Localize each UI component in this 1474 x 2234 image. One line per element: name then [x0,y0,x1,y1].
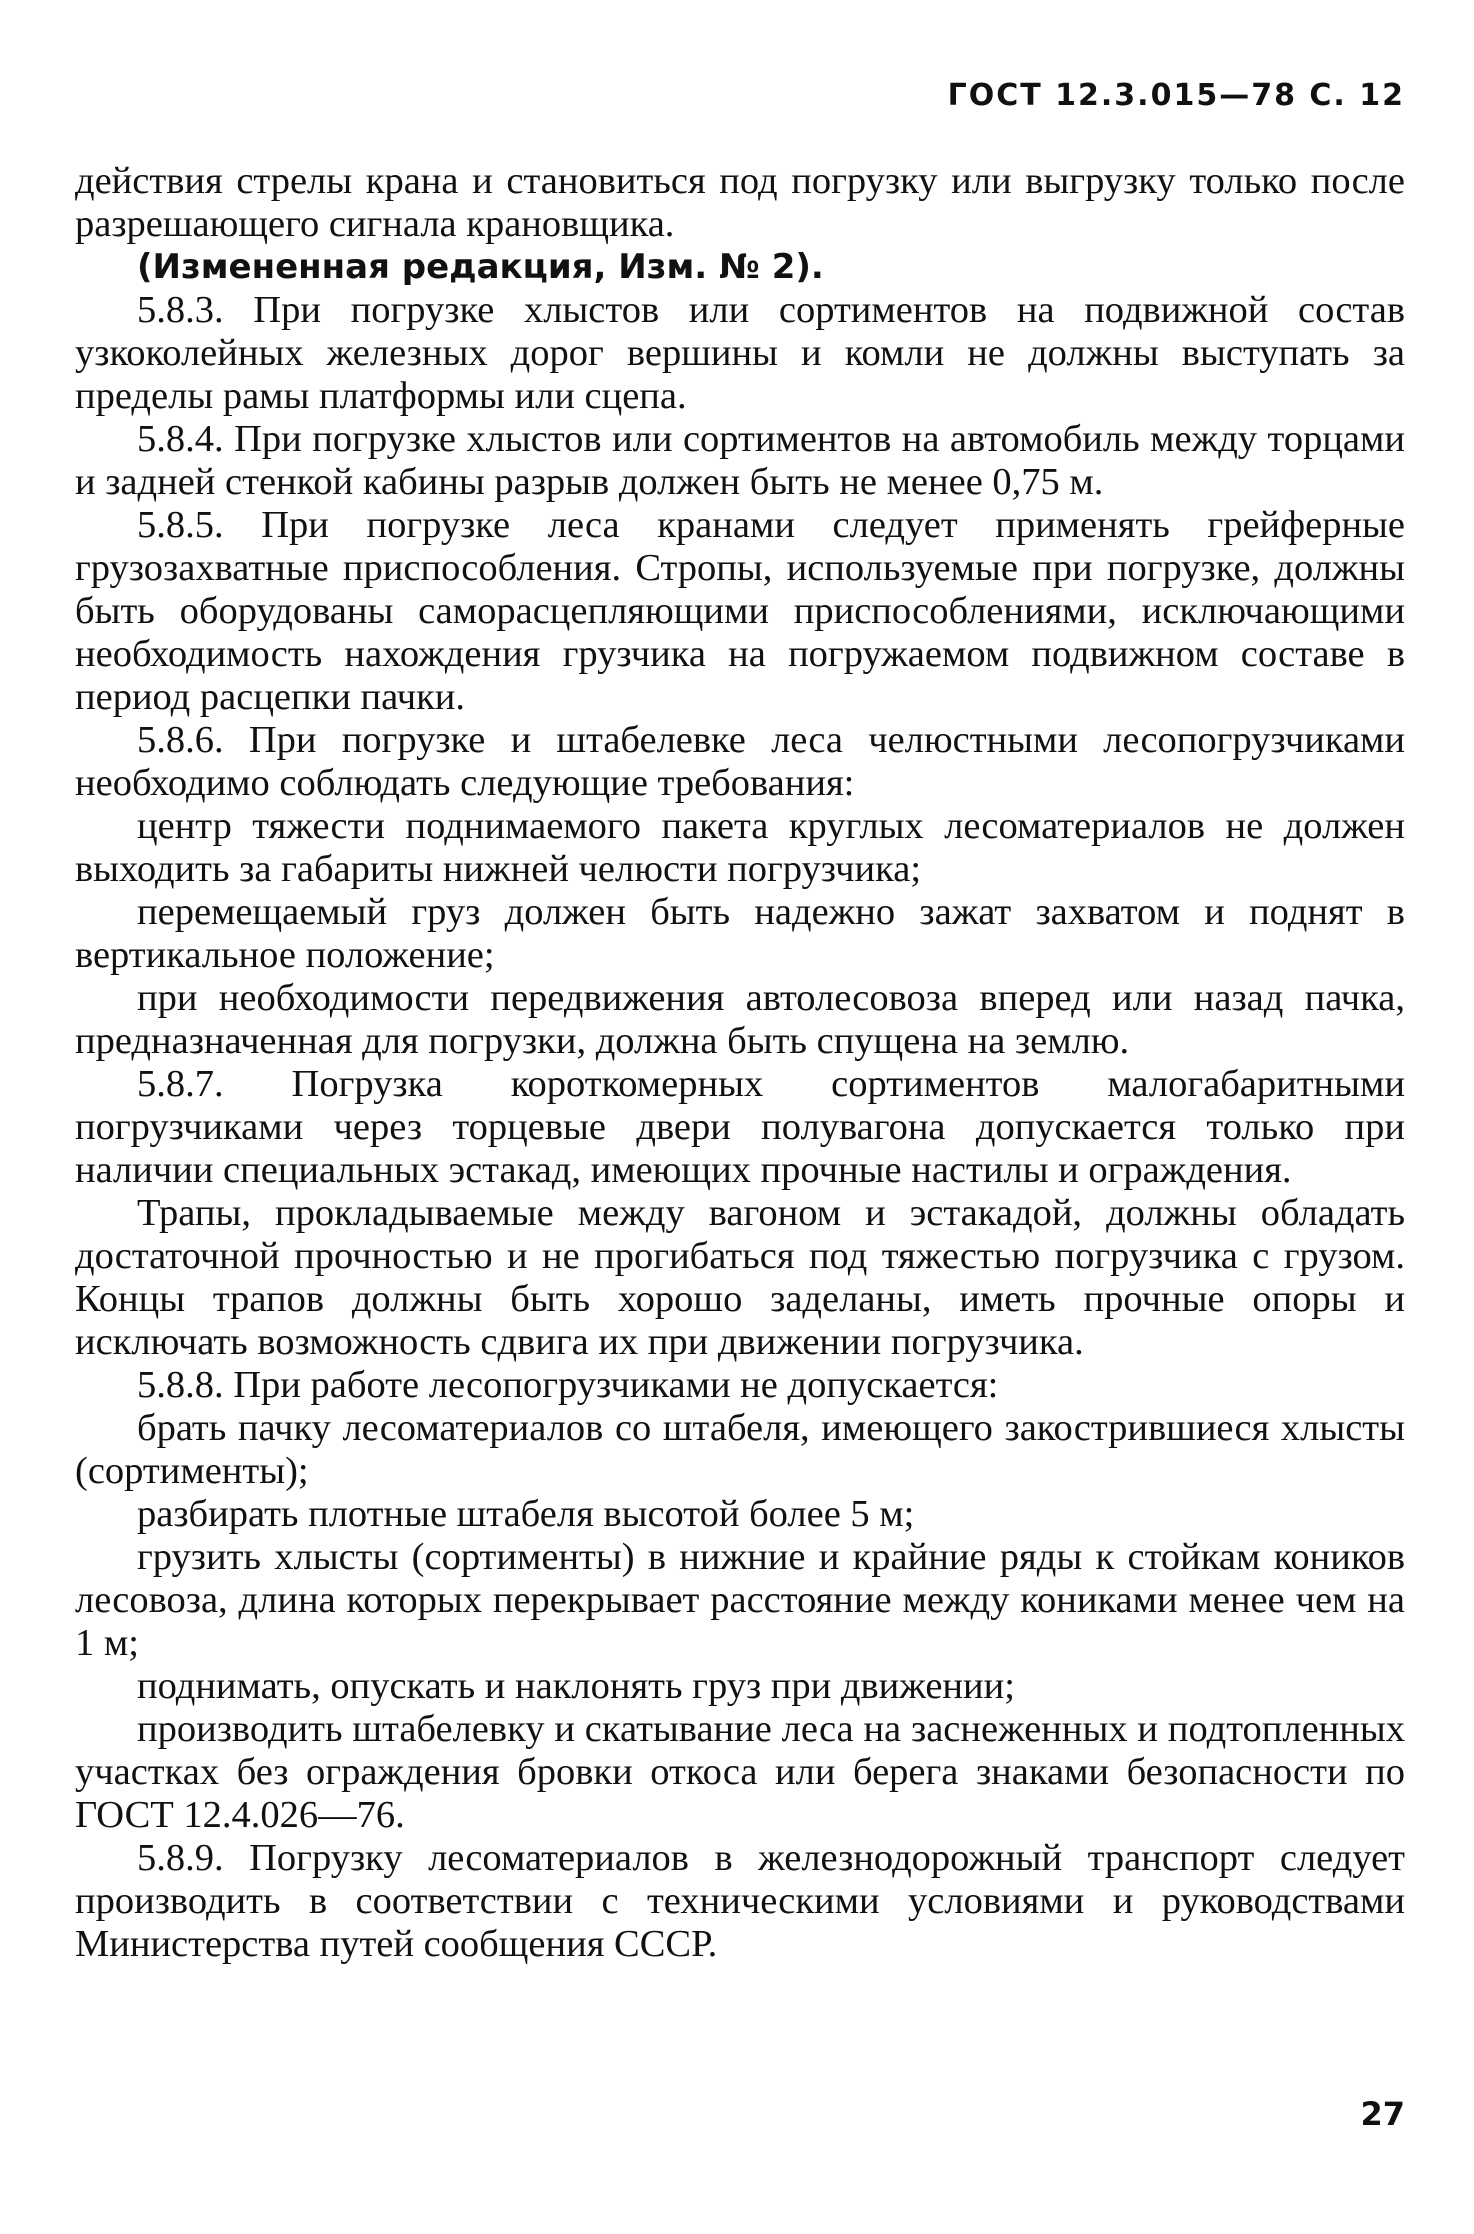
prohibition-item: производить штабелевку и скатывание леса на заснеженных и подтопленных участках без ограждения бровки откоса или берега знаками безопасности по ГОСТ 12.4.026—76. [75,1708,1405,1836]
document-page [75,60,1405,2210]
prohibition-item: разбирать плотные штабеля высотой более 5 м; [137,1493,915,1535]
amendment-note: (Измененная редакция, Изм. № 2). [137,247,824,287]
prohibition-item: брать пачку лесоматериалов со штабеля, имеющего закострившиеся хлысты (сортименты); [75,1407,1405,1492]
prohibition-item: поднимать, опускать и наклонять груз при движении; [137,1665,1015,1707]
clause-5-8-9: 5.8.9. Погрузку лесоматериалов в железнодорожный транспорт следует производить в соответствии с техническими условиями и руководствами Министерства путей сообщения СССР. [75,1837,1405,1965]
clause-5-8-4: 5.8.4. При погрузке хлыстов или сортиментов на автомобиль между торцами и задней стенкой кабины разрыв должен быть не менее 0,75 м. [75,418,1405,503]
clause-5-8-3: 5.8.3. При погрузке хлыстов или сортиментов на подвижной состав узкоколейных железных дорог вершины и комли не должны выступать за пределы рамы платформы или сцепа. [75,289,1405,417]
body-text [75,160,1405,1966]
clause-5-8-6: 5.8.6. При погрузке и штабелевке леса челюстными лесопогрузчиками необходимо соблюдать следующие требования: [75,719,1405,804]
clause-5-8-8: 5.8.8. При работе лесопогрузчиками не допускается: [137,1364,999,1406]
paragraph-continued: действия стрелы крана и становиться под погрузку или выгрузку только после разрешающего сигнала крановщика. [75,160,1405,245]
ladders-paragraph: Трапы, прокладываемые между вагоном и эстакадой, должны обладать достаточной прочностью и не прогибаться под тяжестью погрузчика с грузом. Концы трапов должны быть хорошо заделаны, иметь прочные опоры и исключать возможность сдвига их при движении погрузчика. [75,1192,1405,1363]
clause-5-8-7: 5.8.7. Погрузка короткомерных сортиментов малогабаритными погрузчиками через торцевые двери полувагона допускается только при наличии специальных эстакад, имеющих прочные настилы и ограждения. [75,1063,1405,1191]
running-header: ГОСТ 12.3.015—78 С. 12 [947,78,1405,113]
requirement-item: при необходимости передвижения автолесовоза вперед или назад пачка, предназначенная для погрузки, должна быть спущена на землю. [75,977,1405,1062]
requirement-item: перемещаемый груз должен быть надежно зажат захватом и поднят в вертикальное положение; [75,891,1405,976]
page-number: 27 [1360,2095,1405,2133]
requirement-item: центр тяжести поднимаемого пакета круглых лесоматериалов не должен выходить за габариты нижней челюсти погрузчика; [75,805,1405,890]
prohibition-item: грузить хлысты (сортименты) в нижние и крайние ряды к стойкам коников лесовоза, длина которых перекрывает расстояние между кониками менее чем на 1 м; [75,1536,1405,1664]
clause-5-8-5: 5.8.5. При погрузке леса кранами следует применять грейферные грузозахватные приспособления. Стропы, используемые при погрузке, должны быть оборудованы саморасцепляющими приспособлениями, исключающими необходимость нахождения грузчика на погружаемом подвижном составе в период расцепки пачки. [75,504,1405,718]
